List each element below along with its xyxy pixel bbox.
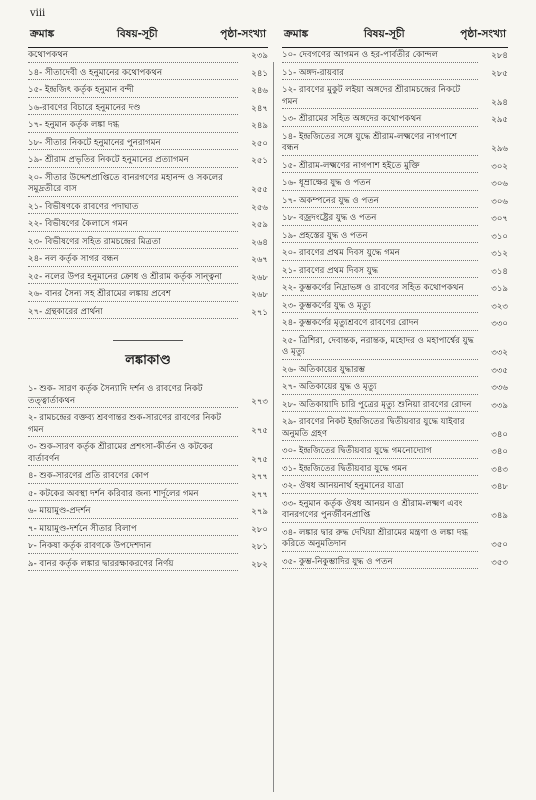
header-subject: বিষয়-সূচী (116, 28, 158, 40)
toc-entry (282, 299, 508, 317)
column-divider (273, 62, 274, 792)
toc-entry (28, 48, 268, 66)
toc-entry (282, 130, 508, 159)
toc-entry (282, 246, 508, 264)
toc-entry (28, 252, 268, 270)
toc-entry-page: ৩১২ (491, 249, 508, 259)
toc-entry-title: ৯- বানর কর্তৃক লঙ্কার দ্বাররক্ষাকরণের নির্ণয় (28, 559, 238, 572)
toc-entry (28, 411, 268, 440)
toc-entry-title: ১৯- শ্রীরাম প্রভৃতির নিকটে হনুমানের প্রত্যাগমন (28, 155, 238, 168)
toc-entry (28, 382, 268, 411)
toc-entry-title: ৩৫- কুম্ভ-নিকুম্ভাদির যুদ্ধ ও পতন (282, 557, 478, 570)
toc-entry-page: ২৫০ (251, 138, 268, 149)
toc-entry (282, 159, 508, 177)
toc-entry (28, 235, 268, 253)
toc-entry (28, 522, 268, 540)
toc-entry (28, 217, 268, 235)
toc-entry-title: ৭- মায়ামুণ্ড-দর্শনে সীতার বিলাপ (28, 524, 238, 537)
toc-entry-page: ২৭৯ (251, 507, 268, 517)
toc-entry-title: ১৫- শ্রীরাম-লক্ষ্মণের নাগপাশ হইতে মুক্তি (282, 161, 478, 174)
header-serial: ক্রমাঙ্ক (284, 28, 309, 40)
right-column (282, 28, 508, 572)
toc-entry-title: ২১- বিভীষণকে রাবণের পদাঘাত (28, 202, 238, 215)
toc-entry-page: ২৭৫ (251, 454, 268, 465)
toc-entry-title: ৩৪- লঙ্কার দ্বার রুদ্ধ দেখিয়া শ্রীরামের মন্ত্রণা ও লঙ্কা দগ্ধ করিতে অনুমতিদান (282, 528, 478, 552)
toc-entry-page: ২৮০ (251, 524, 268, 535)
toc-entry (28, 270, 268, 288)
toc-entry (28, 487, 268, 505)
toc-entry (28, 153, 268, 171)
toc-entry-page: ২৫১ (251, 156, 268, 166)
toc-entry-title: ২০- রাবণের প্রথম দিবস যুদ্ধে গমন (282, 248, 478, 261)
toc-entry-page: ৩১৯ (491, 284, 508, 294)
toc-entry-page: ২৭১ (251, 307, 268, 318)
toc-entry-title: ২২- কুম্ভকর্ণের নিদ্রাভঙ্গ ও রাবণের সহিত কথোপকথন (282, 283, 478, 296)
toc-entry-page: ৩০২ (491, 161, 508, 172)
header-page: পৃষ্ঠা-সংখ্যা (220, 28, 266, 40)
toc-entry-title: ২৭- গ্রন্থকারের প্রার্থনা (28, 307, 238, 320)
toc-entry-page: ৩৫৩ (491, 557, 508, 568)
toc-entry (282, 415, 508, 444)
toc-entry (282, 66, 508, 84)
toc-entry-title: ৫- কটকের অবস্থা দর্শন করিবার জন্য শার্দূলের গমন (28, 489, 238, 502)
left-entry-list (28, 48, 268, 322)
toc-entry-page: ৩০৭ (491, 214, 508, 224)
toc-entry-title: ২১- রাবণের প্রথম দিবস যুদ্ধ (282, 266, 478, 279)
toc-entry-page: ৩৫০ (491, 540, 508, 550)
toc-entry (282, 398, 508, 416)
toc-entry (282, 444, 508, 462)
toc-entry-page: ২৮১ (251, 542, 268, 552)
toc-entry-page: ২৮২ (251, 559, 268, 570)
toc-entry-title: ২৫- ত্রিশিরা, দেবান্তক, নরান্তক, মহোদর ও মহাপার্শ্বের যুদ্ধ ও মৃত্যু (282, 336, 478, 360)
toc-entry-page: ২৪৯ (251, 121, 268, 131)
toc-entry-page: ২৯৬ (491, 144, 508, 154)
toc-entry-page: ৩৩০ (491, 319, 508, 329)
toc-entry-page: ২৭৭ (251, 489, 268, 500)
toc-entry (28, 305, 268, 323)
toc-entry-page: ২৯৪ (491, 97, 508, 108)
page-number: viii (30, 8, 46, 19)
toc-entry-page: ৩৪৮ (491, 482, 508, 492)
toc-entry-page: ৩১৪ (491, 266, 508, 277)
toc-entry-title: ১৫- ইন্দ্রজিৎ কর্তৃক হনুমান বন্দী (28, 85, 238, 98)
toc-entry-title: ১৯- প্রহস্তের যুদ্ধ ও পতন (282, 231, 478, 244)
toc-entry-title: ৮- নিকষা কর্তৃক রাবণকে উপদেশদান (28, 541, 238, 554)
toc-entry-page: ৩৪৯ (491, 511, 508, 521)
toc-entry-page: ৩৩৬ (491, 383, 508, 393)
toc-entry (28, 557, 268, 575)
toc-entry-page: ২৩৯ (251, 51, 268, 61)
toc-entry-title: ২৩- বিভীষণের সহিত রামচন্দ্রের মিত্রতা (28, 237, 238, 250)
toc-entry-page: ২৬৮ (251, 290, 268, 300)
toc-entry (282, 194, 508, 212)
toc-entry-title: ১৪- সীতাদেবী ও হনুমানের কথোপকথন (28, 68, 238, 81)
toc-entry-page: ২৪৭ (251, 103, 268, 114)
toc-entry-title: ২২- বিভীষণের কৈলাসে গমন (28, 219, 238, 232)
toc-entry-title: ২- রামচন্দ্রের বক্তব্য শ্রবণান্তর শুক-সারণের রাবণের নিকট গমন (28, 413, 238, 437)
toc-entry-page: ২৮৪ (491, 51, 508, 61)
toc-entry-page: ২৬৪ (251, 237, 268, 248)
toc-entry (282, 176, 508, 194)
toc-entry-page: ২৮৫ (491, 68, 508, 79)
toc-entry (282, 48, 508, 66)
toc-entry-page: ২৭৫ (251, 425, 268, 436)
toc-entry (28, 171, 268, 200)
toc-entry-page: ২৫৯ (251, 220, 268, 230)
toc-entry-title: ১১- অঙ্গদ-রায়বার (282, 68, 478, 81)
toc-entry (282, 555, 508, 573)
toc-entry-title: ২৭- অতিকায়ের যুদ্ধ ও মৃত্যু (282, 382, 478, 395)
toc-entry (282, 363, 508, 381)
toc-entry-title: ১৪- ইন্দ্রজিতের সঙ্গে যুদ্ধে শ্রীরাম-লক্ষ্মণের নাগপাশে বন্ধন (282, 132, 478, 156)
toc-entry (28, 118, 268, 136)
toc-entry-title: কথোপকথন (28, 50, 238, 63)
section-title: লঙ্কাকাণ্ড (125, 353, 171, 368)
toc-entry-title: ২৫- নলের উপর হনুমানের ক্রোধ ও শ্রীরাম কর্তৃক সান্ত্বনা (28, 272, 238, 285)
toc-entry-page: ৩৩৫ (491, 365, 508, 376)
right-header (282, 28, 508, 48)
toc-entry (282, 380, 508, 398)
toc-entry-page: ৩৪০ (491, 447, 508, 457)
toc-entry (282, 281, 508, 299)
toc-entry (282, 462, 508, 480)
toc-entry (282, 497, 508, 526)
toc-entry-title: ২০- সীতার উদ্দেশপ্রাপ্তিতে বানরগণের মহানন্দ ও সকলের সমুদ্রতীরে বাস (28, 173, 238, 197)
toc-entry-title: ২৬- অতিকায়ের যুদ্ধারম্ভ (282, 365, 478, 378)
right-entry-list (282, 48, 508, 572)
toc-entry (28, 136, 268, 154)
toc-entry-title: ৩- শুক-সারণ কর্তৃক শ্রীরামের প্রশংসা-কীর্তন ও কটকের বার্তাবর্ণন (28, 442, 238, 466)
toc-entry-title: ১৩- শ্রীরামের সহিত অঙ্গদের কথোপকথন (282, 114, 478, 127)
toc-entry (282, 334, 508, 363)
toc-entry-title: ২৪- কুম্ভকর্ণের মৃত্যুশ্রবণে রাবণের রোদন (282, 318, 478, 331)
toc-entry-page: ২৪৬ (251, 86, 268, 96)
toc-entry (282, 211, 508, 229)
toc-entry-title: ১০- দেবগণের আগমন ও হর-পার্বতীর কোন্দল (282, 50, 478, 63)
toc-entry (282, 479, 508, 497)
toc-entry-title: ৬- মায়ামুণ্ড-প্রদর্শন (28, 506, 238, 519)
toc-entry-title: ২৬- বানর সৈন্য সহ শ্রীরামের লঙ্কায় প্রবেশ (28, 289, 238, 302)
toc-entry-page: ২৬৮ (251, 272, 268, 283)
toc-entry-page: ৩১০ (491, 231, 508, 242)
toc-entry-title: ১৬- ধূম্রাক্ষের যুদ্ধ ও পতন (282, 178, 478, 191)
left-header (28, 28, 268, 48)
toc-entry-page: ৩০৬ (491, 196, 508, 207)
toc-entry-page: ৩২৩ (491, 301, 508, 312)
toc-entry (28, 83, 268, 101)
toc-entry-title: ১- শুক- সারণ কর্তৃক সৈন্যাদি দর্শন ও রাবণের নিকট তত্ত্বার্তাকথন (28, 384, 238, 408)
toc-entry-page: ২৭৭ (251, 472, 268, 482)
toc-entry-title: ২৩- কুম্ভকর্ণের যুদ্ধ ও মৃত্যু (282, 301, 478, 314)
toc-entry-title: ২৯- রাবণের নিকট ইন্দ্রজিতের দ্বিতীয়বার যুদ্ধে যাইবার অনুমতি গ্রহণ (282, 417, 478, 441)
toc-entry-title: ২৮- অতিকায়াদি চারি পুত্রের মৃত্যু শুনিয়া রাবণের রোদন (282, 400, 478, 413)
toc-entry (282, 83, 508, 112)
toc-entry (28, 469, 268, 487)
toc-entry (28, 66, 268, 84)
toc-entry-title: ৩১- ইন্দ্রজিতের দ্বিতীয়বার যুদ্ধে গমন (282, 464, 478, 477)
toc-entry-page: ৩৪০ (491, 429, 508, 440)
toc-entry (282, 229, 508, 247)
section-rule (113, 340, 183, 341)
toc-entry-page: ২৭৩ (251, 396, 268, 407)
toc-entry-page: ২৫৫ (251, 185, 268, 195)
toc-entry-page: ২৫৬ (251, 202, 268, 213)
toc-entry (28, 440, 268, 469)
header-subject: বিষয়-সূচী (363, 28, 405, 40)
toc-entry-page: ৩৩২ (491, 348, 508, 358)
toc-entry-title: ১৭- অকম্পনের যুদ্ধ ও পতন (282, 196, 478, 209)
toc-entry-page: ২৬৭ (251, 255, 268, 265)
toc-entry-page: ৩০৬ (491, 179, 508, 189)
header-serial: ক্রমাঙ্ক (30, 28, 55, 40)
toc-entry-title: ১৮- বজ্রদংষ্ট্রের যুদ্ধ ও পতন (282, 213, 478, 226)
toc-entry-page: ২৪১ (251, 68, 268, 79)
toc-entry-page: ২৯৫ (491, 115, 508, 125)
toc-entry-title: ২৪- নল কর্তৃক সাগর বন্ধন (28, 254, 238, 267)
toc-entry-title: ১২- রাবণের মুকুট লইয়া অঙ্গদের শ্রীরামচন্দ্রের নিকটে গমন (282, 85, 478, 109)
header-page: পৃষ্ঠা-সংখ্যা (460, 28, 506, 40)
toc-entry (28, 539, 268, 557)
toc-entry (282, 316, 508, 334)
toc-entry-title: ৪- শুক-সারণের প্রতি রাবণের কোপ (28, 471, 238, 484)
toc-entry-title: ১৭- হনুমান কর্তৃক লঙ্কা দগ্ধ (28, 120, 238, 133)
toc-entry (28, 504, 268, 522)
left-column (28, 28, 268, 574)
toc-entry (282, 526, 508, 555)
toc-entry (28, 101, 268, 119)
toc-entry-page: ৩৩৯ (491, 400, 508, 411)
toc-entry-title: ৩২- ঔষধ আনয়নার্থ হনুমানের যাত্রা (282, 481, 478, 494)
toc-entry (28, 287, 268, 305)
toc-entry (282, 264, 508, 282)
toc-entry (28, 200, 268, 218)
toc-entry-title: ১৮- সীতার নিকটে হনুমানের পুনরাগমন (28, 138, 238, 151)
toc-entry-page: ৩৪৩ (491, 464, 508, 475)
toc-entry-title: ১৬-রাবণের বিচারে হনুমানের দণ্ড (28, 103, 238, 116)
section-entry-list (28, 382, 268, 574)
toc-entry (282, 112, 508, 130)
toc-entry-title: ৩০- ইন্দ্রজিতের দ্বিতীয়বার যুদ্ধে গমনোদ্যোগ (282, 446, 478, 459)
toc-entry-title: ৩৩- হনুমান কর্তৃক ঔষধ আনয়ন ও শ্রীরাম-লক্ষ্মণ এবং বানরগণের পুনর্জীবনপ্রাপ্তি (282, 499, 478, 523)
